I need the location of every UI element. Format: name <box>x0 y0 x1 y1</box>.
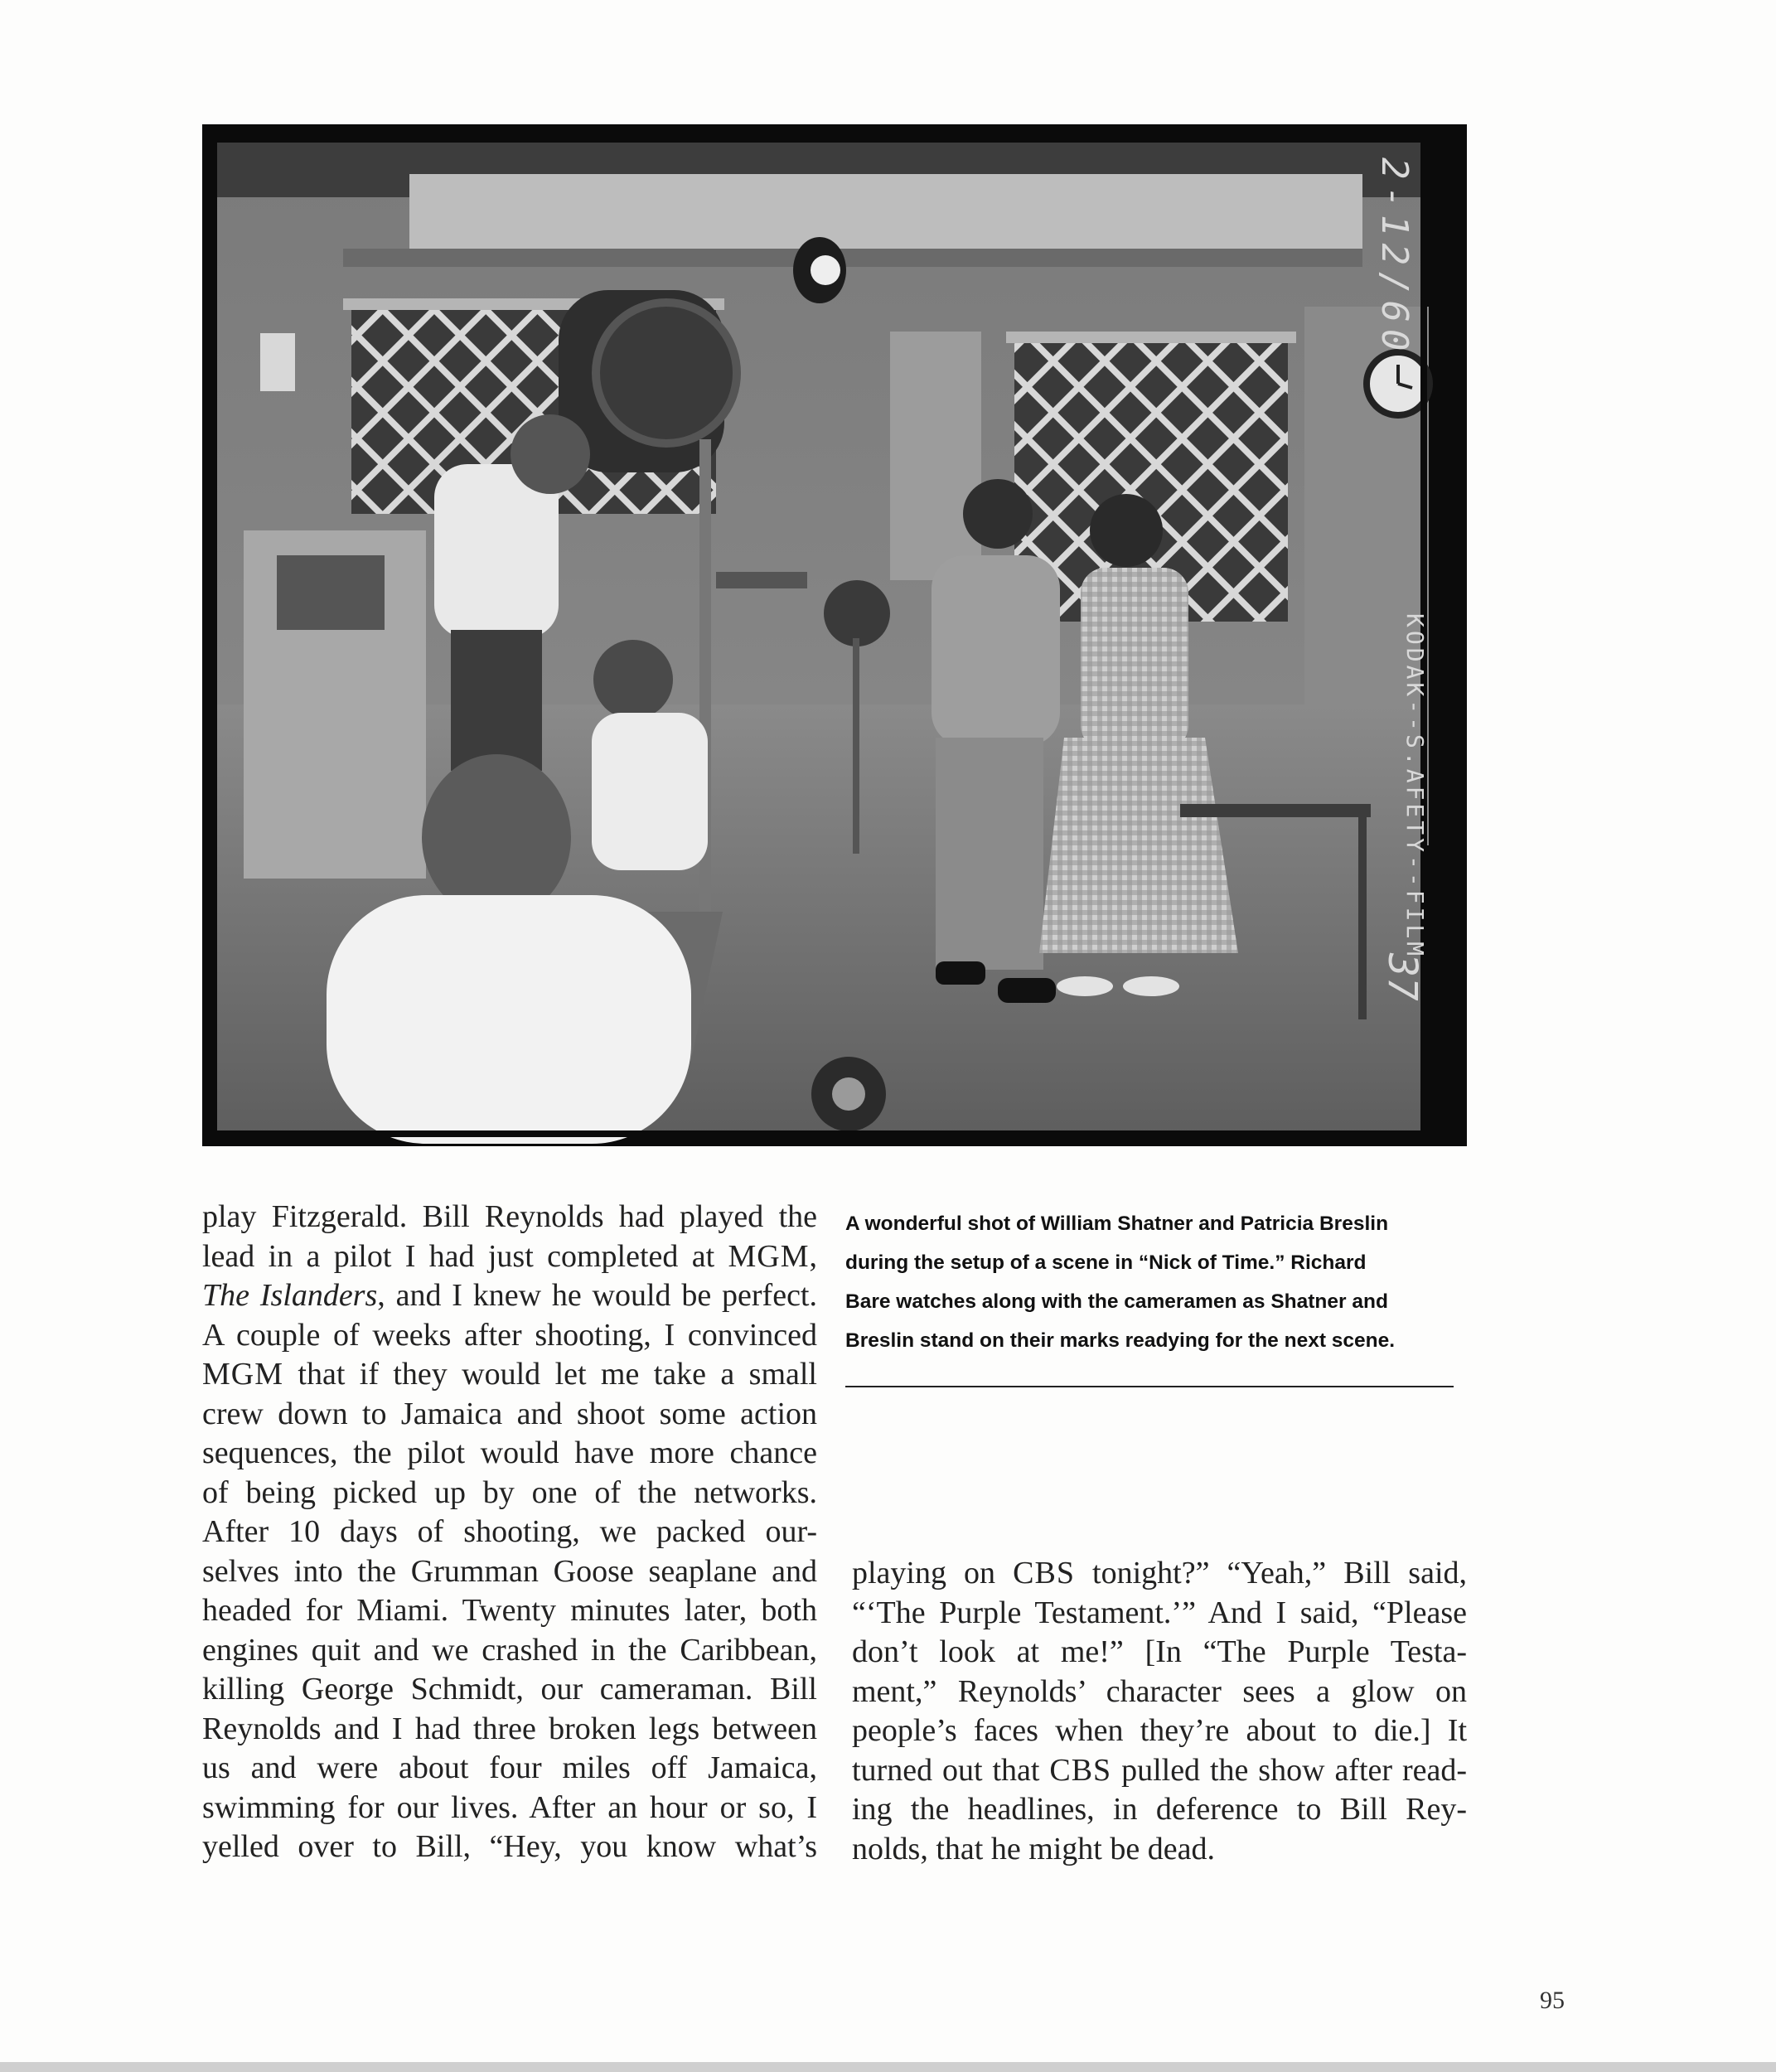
text-line: turned out that CBS pulled the show after read- <box>852 1752 1467 1788</box>
caption-line: during the setup of a scene in “Nick of Time.” Richard <box>845 1251 1367 1274</box>
caption-line: Bare watches along with the cameramen as Shatner and <box>845 1290 1388 1313</box>
text-line: us and were about four miles off Jamaica, <box>202 1750 817 1785</box>
text-line: lead in a pilot I had just completed at MGM, <box>202 1238 817 1274</box>
film-edge-date: 2-12/60 <box>1373 157 1415 358</box>
text-line: headed for Miami. Twenty minutes later, both <box>202 1593 817 1628</box>
text-line: The Islanders, and I knew he would be perfect. <box>202 1278 817 1313</box>
text-line: killing George Schmidt, our cameraman. Bill <box>202 1672 817 1706</box>
text-line: Reynolds and I had three broken legs between <box>202 1711 817 1746</box>
text-line: ing the headlines, in deference to Bill Rey- <box>852 1792 1467 1827</box>
body-text-left-column <box>202 1198 817 1867</box>
text-line: play Fitzgerald. Bill Reynolds had played the <box>202 1199 817 1234</box>
scan-bottom-edge <box>0 2062 1776 2072</box>
text-line: “‘The Purple Testament.’” And I said, “Please <box>852 1595 1467 1630</box>
caption-rule <box>845 1386 1454 1387</box>
text-line: After 10 days of shooting, we packed our- <box>202 1514 817 1549</box>
text-line: A couple of weeks after shooting, I convinced <box>202 1317 817 1353</box>
film-edge-stock: KODAK--S.AFETY--FILM <box>1401 613 1429 960</box>
page-number: 95 <box>1540 1987 1565 2014</box>
text-line: of being picked up by one of the networks. <box>202 1474 817 1510</box>
text-line: engines quit and we crashed in the Caribbean, <box>202 1632 817 1668</box>
text-line: nolds, that he might be dead. <box>852 1831 1215 1866</box>
text-line: MGM that if they would let me take a small <box>202 1357 817 1392</box>
text-line: selves into the Grumman Goose seaplane and <box>202 1553 817 1589</box>
text-line: people’s faces when they’re about to die.] It <box>852 1713 1467 1748</box>
text-line: yelled over to Bill, “Hey, you know what’s <box>202 1829 817 1864</box>
text-line: swimming for our lives. After an hour or so, I <box>202 1789 817 1825</box>
caption-line: A wonderful shot of William Shatner and Patricia Breslin <box>845 1213 1389 1235</box>
text-line: crew down to Jamaica and shoot some action <box>202 1396 817 1431</box>
text-line: ment,” Reynolds’ character sees a glow on <box>852 1673 1467 1709</box>
text-line: playing on CBS tonight?” “Yeah,” Bill said, <box>852 1556 1467 1590</box>
text-line: don’t look at me!” [In “The Purple Testa- <box>852 1634 1467 1669</box>
film-edge-frame-number: 37 <box>1379 953 1425 1001</box>
photo-caption <box>845 1204 1475 1360</box>
film-set-photo <box>202 124 1467 1146</box>
caption-line: Breslin stand on their marks readying for the next scene. <box>845 1329 1396 1352</box>
photo-illustration <box>202 124 1467 1146</box>
body-text-right-column <box>852 1554 1467 1869</box>
text-line: sequences, the pilot would have more chance <box>202 1435 817 1470</box>
